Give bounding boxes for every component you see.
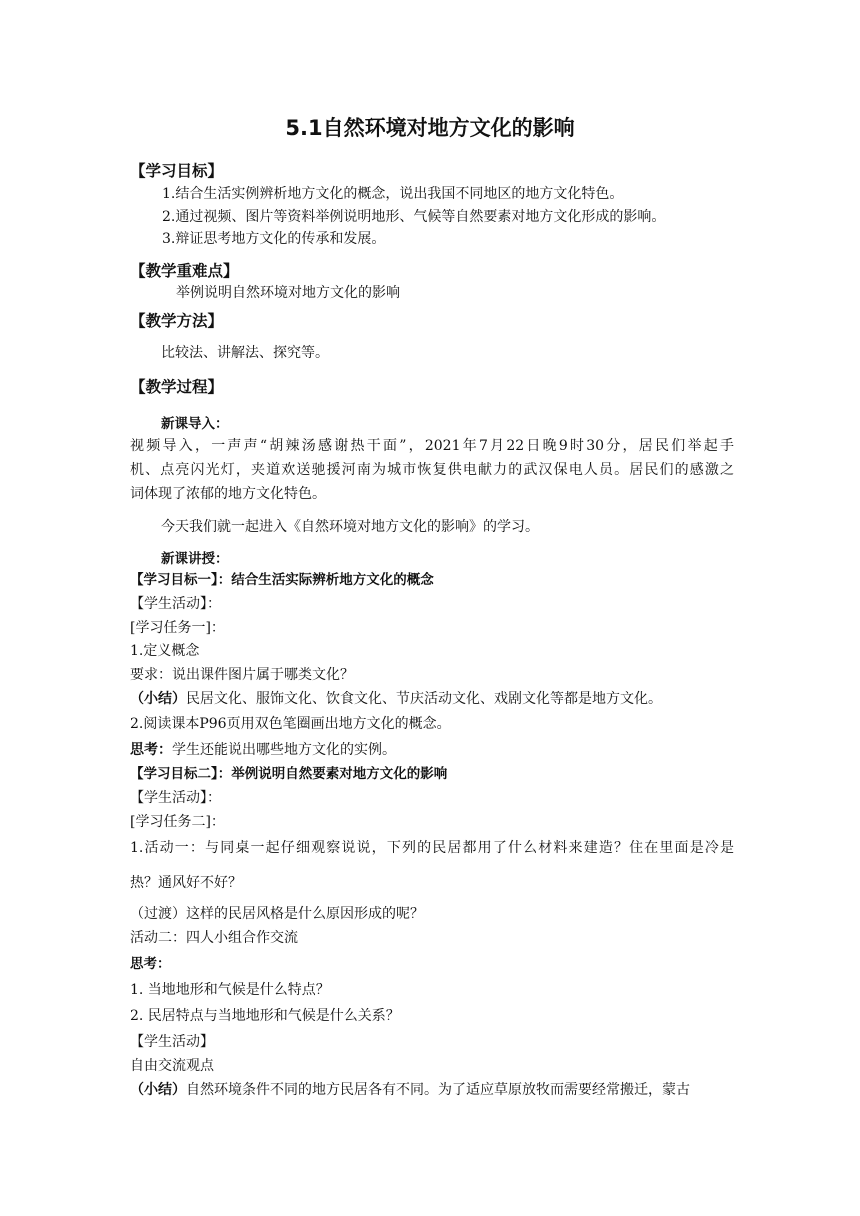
summary-one-text: 民居文化、服饰文化、饮食文化、节庆活动文化、戏剧文化等都是地方文化。 — [186, 691, 662, 707]
objective-item-1: 1.结合生活实例辨析地方文化的概念，说出我国不同地区的地方文化特色。 — [162, 186, 624, 202]
think-one-label: 思考： — [130, 742, 172, 758]
think-one — [130, 741, 396, 759]
free-exchange: 自由交流观点 — [130, 1058, 214, 1074]
teach-label: 新课讲授： — [161, 551, 229, 567]
student-activity-1: 【学生活动】： — [130, 596, 221, 612]
methods-text: 比较法、讲解法、探究等。 — [161, 345, 329, 361]
think-one-text: 学生还能说出哪些地方文化的实例。 — [172, 742, 396, 758]
intro-line-1: 视频导入，一声声“胡辣汤感谢热干面”，2021年7月22日晚9时30分，居民们举起手 — [130, 438, 734, 454]
activity-two: 活动二：四人小组合作交流 — [130, 930, 298, 946]
task-two: [学习任务二]： — [130, 814, 225, 830]
objective-item-3: 3.辩证思考地方文化的传承和发展。 — [162, 231, 386, 247]
task-one: [学习任务一]： — [130, 620, 225, 636]
today-text: 今天我们就一起进入《自然环境对地方文化的影响》的学习。 — [161, 519, 539, 535]
objectives-heading: 【学习目标】 — [130, 162, 224, 180]
methods-heading: 【教学方法】 — [130, 312, 224, 330]
think-two-label: 思考： — [130, 956, 171, 972]
activity-one-line-1: 1.活动一：与同桌一起仔细观察说说，下列的民居都用了什么材料来建造？住在里面是冷是 — [130, 840, 734, 856]
process-heading: 【教学过程】 — [130, 378, 224, 396]
goal-two: 【学习目标二】：举例说明自然要素对地方文化的影响 — [130, 766, 448, 782]
summary-one — [130, 690, 662, 708]
summary-one-label: （小结） — [130, 691, 186, 707]
question-2: 2. 民居特点与当地地形和气候是什么关系？ — [130, 1008, 400, 1024]
key-points-text: 举例说明自然环境对地方文化的影响 — [176, 285, 400, 301]
summary-two — [130, 1081, 690, 1099]
summary-two-label: （小结） — [130, 1082, 186, 1098]
summary-two-text: 自然环境条件不同的地方民居各有不同。为了适应草原放牧而需要经常搬迁，蒙古 — [186, 1082, 690, 1098]
activity-one-line-2: 热？通风好不好？ — [130, 875, 242, 891]
objective-item-2: 2.通过视频、图片等资料举例说明地形、气候等自然要素对地方文化形成的影响。 — [162, 209, 666, 225]
intro-line-2: 机、点亮闪光灯，夹道欢送驰援河南为城市恢复供电献力的武汉保电人员。居民们的感激之 — [130, 462, 734, 478]
student-activity-2: 【学生活动】： — [130, 790, 221, 806]
goal-one: 【学习目标一】：结合生活实际辨析地方文化的概念 — [130, 572, 434, 588]
intro-label: 新课导入： — [161, 416, 229, 432]
intro-line-3: 词体现了浓郁的地方文化特色。 — [130, 486, 326, 502]
transition-text: （过渡）这样的民居风格是什么原因形成的呢？ — [130, 906, 424, 922]
define-concept: 1.定义概念 — [130, 643, 200, 659]
requirement: 要求：说出课件图片属于哪类文化？ — [130, 667, 354, 683]
page-title: 5.1自然环境对地方文化的影响 — [285, 116, 575, 140]
question-1: 1. 当地地形和气候是什么特点？ — [130, 982, 330, 998]
student-activity-3: 【学生活动】 — [130, 1034, 214, 1050]
key-points-heading: 【教学重难点】 — [130, 262, 239, 280]
read-instruction: 2.阅读课本P96页用双色笔圈画出地方文化的概念。 — [130, 716, 451, 732]
